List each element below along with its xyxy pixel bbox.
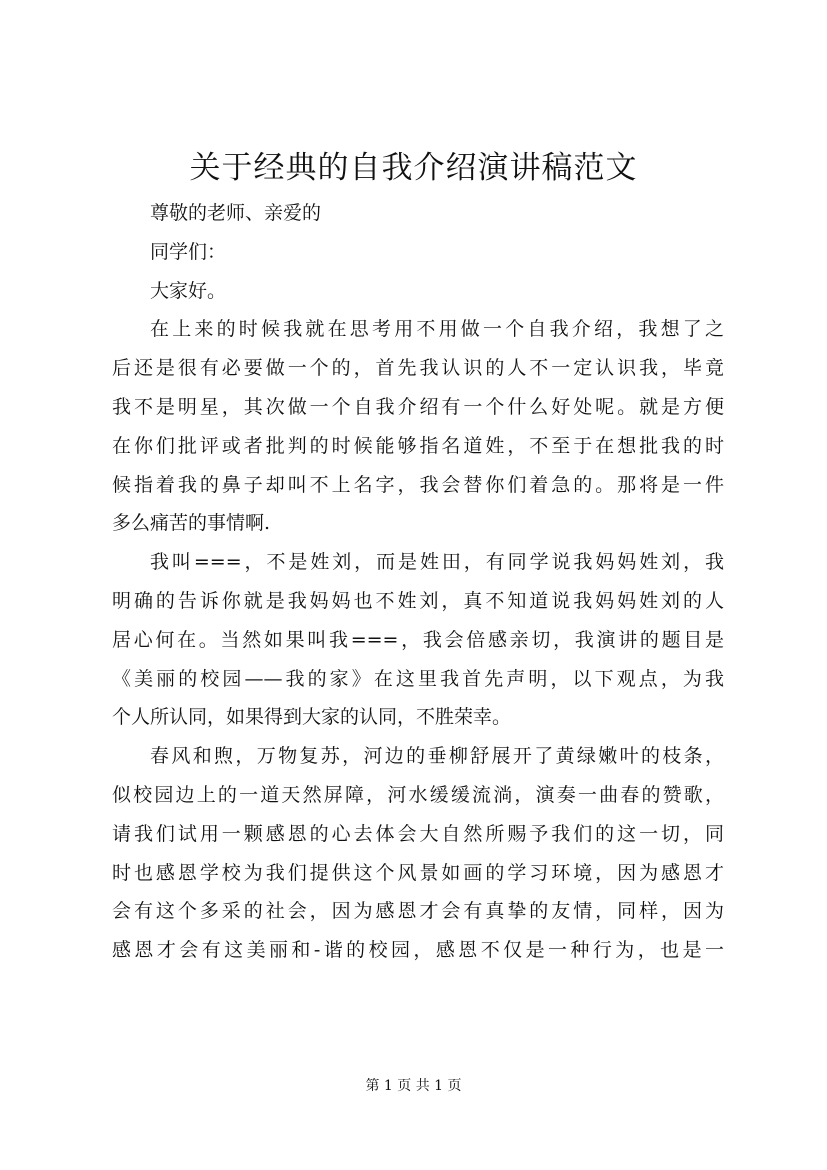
text-line: 居心何在。当然如果叫我===，我会倍感亲切，我演讲的题目是 [112,628,724,651]
text-line: 感恩才会有这美丽和-谐的校园，感恩不仅是一种行为，也是一 [112,939,724,962]
text-line: 候指着我的鼻子却叫不上名字，我会替你们着急的。那将是一件 [112,473,724,496]
text-line: 春风和煦，万物复苏，河边的垂柳舒展开了黄绿嫩叶的枝条， [150,745,724,768]
text-line: 我不是明星，其次做一个自我介绍有一个什么好处呢。就是方便 [112,395,724,418]
text-line: 在你们批评或者批判的时候能够指名道姓，不至于在想批我的时 [112,434,724,457]
text-line: 《美丽的校园——我的家》在这里我首先声明，以下观点，为我 [112,667,724,690]
text-line: 我叫===，不是姓刘，而是姓田，有同学说我妈妈姓刘，我 [150,551,724,574]
text-line: 多么痛苦的事情啊. [112,512,271,535]
text-line: 尊敬的老师、亲爱的 [150,202,322,224]
text-line: 明确的告诉你就是我妈妈也不姓刘，真不知道说我妈妈姓刘的人 [112,589,724,612]
text-line: 后还是很有必要做一个的，首先我认识的人不一定认识我，毕竟 [112,357,724,380]
text-line: 会有这个多采的社会，因为感恩才会有真挚的友情，同样，因为 [112,900,724,923]
page-footer: 第 1 页 共 1 页 [365,1078,462,1094]
text-line: 个人所认同，如果得到大家的认同，不胜荣幸。 [112,706,512,729]
document-body [112,194,724,970]
document-title: 关于经典的自我介绍演讲稿范文 [189,150,638,186]
text-line: 似校园边上的一道天然屏障，河水缓缓流淌，演奏一曲春的赞歌， [112,783,724,806]
text-line: 同学们： [150,240,227,263]
text-line: 大家好。 [150,279,227,302]
text-line: 在上来的时候我就在思考用不用做一个自我介绍，我想了之 [150,318,724,341]
text-line: 时也感恩学校为我们提供这个风景如画的学习环境，因为感恩才 [112,861,724,884]
text-line: 请我们试用一颗感恩的心去体会大自然所赐予我们的这一切，同 [112,822,724,845]
